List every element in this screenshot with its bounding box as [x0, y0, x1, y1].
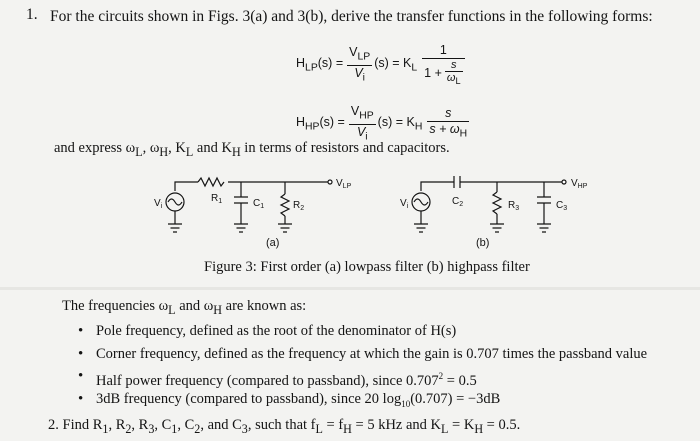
section-divider	[0, 287, 700, 290]
resistor-r2-symbol	[281, 194, 289, 216]
figure-caption: Figure 3: First order (a) lowpass filter (b) highpass filter	[204, 259, 530, 275]
bullet-half-power-frequency: • Half power frequency (compared to passband), since $0.707^2 = 0.5$	[74, 365, 647, 388]
problem-2	[48, 417, 520, 437]
eq-hp-voltage-ratio: $\frac{V_{HP}}{V_i}$	[350, 104, 374, 142]
problem-2-number: 2.	[48, 417, 59, 433]
resistor-r1-symbol	[198, 178, 224, 186]
label-c2: $C_2$	[452, 196, 464, 208]
label-c3: $C_3$	[556, 200, 568, 212]
subfigure-a-label: (a)	[266, 237, 280, 249]
vhp-output-terminal	[562, 180, 566, 184]
bullet-corner-frequency: • Corner frequency, defined as the frequency at which the gain is 0.707 times the passband value	[74, 343, 647, 366]
label-r1: $R_1$	[211, 193, 223, 205]
vlp-output-terminal	[328, 180, 332, 184]
frequency-definitions-list	[74, 320, 647, 410]
label-c1: $C_1$	[253, 198, 265, 210]
label-vlp: $V_{LP}$	[336, 178, 352, 190]
label-r3: $R_3$	[508, 200, 520, 212]
subfigure-b-label: (b)	[476, 237, 490, 249]
label-r2: $R_2$	[293, 200, 305, 212]
problem-2-text: Find $R_1$, $R_2$, $R_3$, $C_1$, $C_2$, and $C_3$, such that $f_L = f_H = 5$ kHz and $K_L = K_H = 0.5$.	[62, 417, 521, 436]
express-sentence: and express $\omega_L$, $\omega_H$, $K_L$ and $K_H$ in terms of resistors and capacitors.	[54, 140, 450, 159]
problem-1-text: For the circuits shown in Figs. 3(a) and 3(b), derive the transfer functions in the following forms:	[50, 8, 653, 25]
eq-hp-transfer-fraction: $\frac{s}{s + \omega_H}$	[429, 106, 468, 140]
eq-lp-gain: $(s) = K_L$	[374, 56, 418, 74]
frequencies-intro: The frequencies $\omega_L$ and $\omega_H$ are known as:	[62, 298, 307, 317]
bullet-3db-frequency: • 3dB frequency (compared to passband), since 20 $\log_{10}(0.707) = -3dB$	[74, 388, 647, 411]
eq-lp-transfer-fraction: 1 1 + $\frac{s}{\omega_L}$	[422, 43, 464, 87]
capacitor-c1-symbol	[234, 197, 248, 203]
eq-lp-lhs: $H_{LP}(s)$ =	[296, 56, 344, 74]
capacitor-c2-symbol	[454, 176, 460, 188]
problem-1-number: 1.	[26, 6, 38, 23]
figure-3-circuits	[0, 168, 700, 254]
circuit-b	[412, 176, 566, 232]
label-vi-b: $V_i$	[400, 198, 409, 210]
bullet-pole-frequency: • Pole frequency, defined as the root of the denominator of H(s)	[74, 320, 647, 343]
label-vhp: $V_{HP}$	[571, 178, 588, 190]
label-vi-a: $V_i$	[154, 198, 163, 210]
equation-lowpass	[296, 38, 465, 92]
circuit-a	[166, 178, 332, 232]
capacitor-c3-symbol	[537, 197, 551, 203]
eq-hp-lhs: $H_{HP}(s)$ =	[296, 115, 345, 133]
resistor-r3-symbol	[493, 192, 501, 214]
eq-hp-gain: $(s) = K_H$	[377, 115, 423, 133]
eq-lp-voltage-ratio: $\frac{V_{LP}}{V_i}$	[349, 45, 371, 83]
